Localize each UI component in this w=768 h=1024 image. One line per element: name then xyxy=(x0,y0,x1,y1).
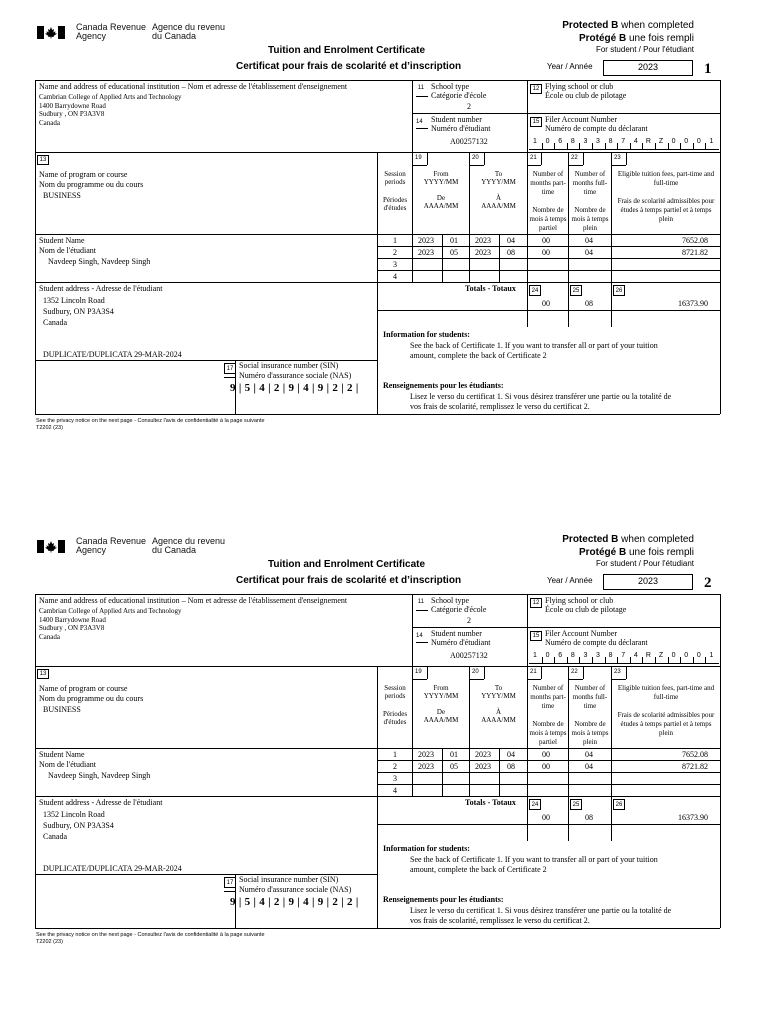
row-to-year: 2023 xyxy=(475,236,491,245)
filer-digit: 7 xyxy=(621,138,626,145)
info-fr-text xyxy=(410,906,671,926)
info-en-line1: See the back of Certificate 1. If you want to transfer all or part of your tuition xyxy=(410,341,658,350)
box-17-number: 17 xyxy=(224,363,236,374)
student-name-fr: Nom de l'étudiant xyxy=(39,759,96,769)
row-number: 2 xyxy=(393,762,397,771)
year-value: 2023 xyxy=(637,576,659,586)
col-23-fr: Frais de scolarité admissibles pour études à temps partiel et à temps plein xyxy=(617,711,715,737)
protected-fr xyxy=(579,547,694,558)
box-12-number: 12 xyxy=(530,598,542,608)
row-from-year: 2023 xyxy=(418,236,434,245)
school-type-en: School type xyxy=(431,596,469,605)
filer-digit: 3 xyxy=(596,652,600,659)
for-student: For student / Pour l'étudiant xyxy=(595,559,694,568)
session-header xyxy=(378,170,412,212)
col-20-format-fr: AAAA/MM xyxy=(481,202,516,210)
col-20-number: 20 xyxy=(472,155,479,161)
agency-fr-line1: Agence du revenu xyxy=(152,536,226,546)
student-name-value: Navdeep Singh, Navdeep Singh xyxy=(48,257,151,266)
address-street: 1352 Lincoln Road xyxy=(43,810,105,819)
privacy-notice: See the privacy notice on the next page - Consultez l'avis de confidentialité à la page suivante xyxy=(36,418,265,424)
col-20-a: À xyxy=(495,708,502,716)
col-21-header xyxy=(528,684,568,747)
box-14-number: 14 xyxy=(416,633,423,639)
year-field xyxy=(603,60,693,76)
col-19-header xyxy=(413,170,469,210)
institution-label: Name and address of educational institution – Nom et adresse de l'établissement d'enseignement xyxy=(39,82,348,91)
agency-name-fr xyxy=(152,537,225,555)
institution-street: 1400 Barrydowne Road xyxy=(39,101,106,110)
agency-fr-line1: Agence du revenu xyxy=(152,22,226,32)
flying-school-en: Flying school or club xyxy=(545,82,614,91)
col-23-fr: Frais de scolarité admissibles pour études à temps partiel et à temps plein xyxy=(617,197,715,223)
row-from-year: 2023 xyxy=(418,762,434,771)
col-22-number: 22 xyxy=(571,669,578,675)
row-full-time: 04 xyxy=(585,248,593,257)
row-from-month: 05 xyxy=(450,762,458,771)
col-23-number: 23 xyxy=(614,155,621,161)
filer-digit: 3 xyxy=(583,138,588,145)
col-23-number: 23 xyxy=(614,669,621,675)
certificate-copy-2 xyxy=(0,514,768,1014)
protected-fois: une fois rempli xyxy=(626,547,694,558)
student-name-value: Navdeep Singh, Navdeep Singh xyxy=(48,771,151,780)
filer-digit: 1 xyxy=(533,652,537,659)
info-fr-heading: Renseignements pour les étudiants: xyxy=(383,895,504,904)
info-en-heading: Information for students: xyxy=(383,844,470,853)
agency-en-line2: Agency xyxy=(76,31,107,41)
student-name-en: Student Name xyxy=(39,236,85,245)
box-11-number: 11 xyxy=(417,85,425,91)
sin-label-en: Social insurance number (SIN) xyxy=(239,361,339,370)
info-en-line2: amount, complete the back of Certificate 2 xyxy=(410,865,547,874)
row-to-year: 2023 xyxy=(475,762,491,771)
row-part-time: 00 xyxy=(542,248,550,257)
row-number: 1 xyxy=(393,750,397,759)
box-25-number: 25 xyxy=(570,285,582,296)
filer-digit: 4 xyxy=(633,138,638,145)
col-21-fr: Nombre de mois à temps partiel xyxy=(529,720,567,746)
title-fr: Certificat pour frais de scolarité et d’inscription xyxy=(236,575,462,586)
box-11-number: 11 xyxy=(417,599,425,605)
agency-name-en xyxy=(76,23,146,41)
info-fr-line1: Lisez le verso du certificat 1. Si vous désirez transférer une partie ou la totalité de xyxy=(410,392,672,401)
row-number: 3 xyxy=(393,774,397,783)
col-22-number: 22 xyxy=(571,155,578,161)
box-14-label xyxy=(431,629,490,647)
session-fr: Périodes d'études xyxy=(382,196,408,212)
box-24-number: 24 xyxy=(529,285,541,296)
agency-fr-line2: du Canada xyxy=(152,31,197,41)
box-13-number: 13 xyxy=(37,669,49,679)
session-fr: Périodes d'études xyxy=(382,710,408,726)
row-part-time: 00 xyxy=(542,236,550,245)
filer-digit: 0 xyxy=(696,652,701,659)
info-en-line1: See the back of Certificate 1. If you want to transfer all or part of your tuition xyxy=(410,855,658,864)
filer-digit: 0 xyxy=(671,138,676,145)
canada-flag-icon xyxy=(37,26,65,39)
address-country: Canada xyxy=(43,318,67,327)
filer-account-en: Filer Account Number xyxy=(545,629,617,638)
filer-digit: 0 xyxy=(684,652,689,659)
form-number: T2202 (23) xyxy=(36,939,63,945)
student-number-value: A00257132 xyxy=(450,137,488,146)
row-number: 1 xyxy=(393,236,397,245)
program-value: BUSINESS xyxy=(43,705,81,714)
col-19-format-fr: AAAA/MM xyxy=(423,202,459,210)
box-11-label xyxy=(431,596,486,614)
certificate-number: 1 xyxy=(704,61,712,77)
col-19-format: YYYY/MM xyxy=(423,692,459,700)
filer-digit: 8 xyxy=(608,652,613,659)
col-22-header xyxy=(569,684,611,747)
col-21-number: 21 xyxy=(530,669,537,675)
filer-digit: 8 xyxy=(570,138,575,145)
info-fr-line2: vos frais de scolarité, remplissez le verso du certificat 2. xyxy=(410,402,590,411)
program-value: BUSINESS xyxy=(43,191,81,200)
info-en-heading: Information for students: xyxy=(383,330,470,339)
protected-when: when completed xyxy=(618,20,694,31)
filer-digit: 8 xyxy=(570,652,575,659)
session-header xyxy=(378,684,412,726)
agency-fr-line2: du Canada xyxy=(152,545,197,555)
info-en-text xyxy=(410,341,658,361)
school-type-fr: Catégorie d'école xyxy=(431,91,487,100)
student-name-label xyxy=(39,236,96,255)
col-20-format: YYYY/MM xyxy=(481,178,516,186)
institution-country: Canada xyxy=(39,632,60,641)
total-part-time: 00 xyxy=(542,813,550,822)
col-22-en: Number of months full-time xyxy=(572,684,608,710)
info-fr-line2: vos frais de scolarité, remplissez le verso du certificat 2. xyxy=(410,916,590,925)
row-to-month: 08 xyxy=(507,248,515,257)
filer-digit: Z xyxy=(658,652,664,659)
sin-label-fr: Numéro d'assurance sociale (NAS) xyxy=(239,884,352,894)
box-12-number: 12 xyxy=(530,84,542,94)
col-19-de: De xyxy=(436,194,446,202)
school-type-value: 2 xyxy=(467,616,471,625)
row-to-month: 04 xyxy=(507,750,515,759)
col-23-en: Eligible tuition fees, part-time and full-time xyxy=(617,170,715,187)
col-20-header xyxy=(470,684,527,724)
program-label-en: Name of program or course xyxy=(39,170,128,179)
col-21-number: 21 xyxy=(530,155,537,161)
address-street: 1352 Lincoln Road xyxy=(43,296,105,305)
col-22-en: Number of months full-time xyxy=(572,170,608,196)
info-en-text xyxy=(410,855,658,875)
agency-name-fr xyxy=(152,23,225,41)
school-type-value: 2 xyxy=(467,102,471,111)
row-to-month: 08 xyxy=(507,762,515,771)
col-19-header xyxy=(413,684,469,724)
box-15-label xyxy=(545,115,648,133)
institution-name: Cambrian College of Applied Arts and Technology xyxy=(39,607,182,615)
filer-digit: 0 xyxy=(545,652,550,659)
col-21-fr: Nombre de mois à temps partiel xyxy=(529,206,567,232)
col-19-from: From xyxy=(433,170,449,178)
protected-b-fr: Protégé B xyxy=(578,33,627,44)
program-label-fr: Nom du programme ou du cours xyxy=(39,179,144,189)
institution-city: Sudbury , ON P3A3V8 xyxy=(39,624,105,632)
institution-street: 1400 Barrydowne Road xyxy=(39,615,106,624)
protected-fois: une fois rempli xyxy=(626,33,694,44)
col-22-fr: Nombre de mois à temps plein xyxy=(571,720,609,746)
student-name-en: Student Name xyxy=(39,750,85,759)
institution-country: Canada xyxy=(39,118,60,127)
student-name-fr: Nom de l'étudiant xyxy=(39,245,96,255)
filer-digit: 4 xyxy=(633,652,638,659)
row-part-time: 00 xyxy=(542,762,550,771)
col-21-en: Number of months part-time xyxy=(530,684,566,710)
col-19-number: 19 xyxy=(415,669,422,675)
filer-digit: 0 xyxy=(545,138,550,145)
total-fees: 16373.90 xyxy=(678,813,708,822)
sin-label-en: Social insurance number (SIN) xyxy=(239,875,339,884)
col-19-format: YYYY/MM xyxy=(423,178,459,186)
duplicate-stamp: DUPLICATE/DUPLICATA 29-MAR-2024 xyxy=(43,350,182,359)
row-to-month: 04 xyxy=(507,236,515,245)
student-number-value: A00257132 xyxy=(450,651,488,660)
flying-school-en: Flying school or club xyxy=(545,596,614,605)
info-fr-text xyxy=(410,392,671,412)
row-number: 4 xyxy=(393,786,397,795)
title-fr: Certificat pour frais de scolarité et d’inscription xyxy=(236,61,462,72)
year-label: Year / Année xyxy=(547,62,593,71)
filer-digit: 1 xyxy=(709,138,714,145)
col-21-header xyxy=(528,170,568,233)
filer-account-en: Filer Account Number xyxy=(545,115,617,124)
col-20-to: To xyxy=(494,170,503,178)
col-22-header xyxy=(569,170,611,233)
box-15-number: 15 xyxy=(530,631,542,641)
row-full-time: 04 xyxy=(585,236,593,245)
student-number-fr: Numéro d'étudiant xyxy=(431,638,491,647)
col-20-header xyxy=(470,170,527,210)
row-fee: 7652.08 xyxy=(682,750,708,759)
institution-city: Sudbury , ON P3A3V8 xyxy=(39,110,105,118)
address-country: Canada xyxy=(43,832,67,841)
canada-flag-icon xyxy=(37,540,65,553)
year-field xyxy=(603,574,693,590)
row-to-year: 2023 xyxy=(475,750,491,759)
agency-en-line1: Canada Revenue xyxy=(76,22,147,32)
address-value xyxy=(43,809,114,842)
protected-fr xyxy=(579,33,694,44)
info-fr-heading: Renseignements pour les étudiants: xyxy=(383,381,504,390)
title-en: Tuition and Enrolment Certificate xyxy=(268,45,426,56)
agency-en-line2: Agency xyxy=(76,545,107,555)
filer-account-fr: Numéro de compte du déclarant xyxy=(545,124,648,133)
certificate-copy-1 xyxy=(0,0,768,500)
program-label-en: Name of program or course xyxy=(39,684,128,693)
col-23-header xyxy=(616,170,716,224)
col-19-format-fr: AAAA/MM xyxy=(423,716,459,724)
filer-digit: 7 xyxy=(621,652,626,659)
info-en-line2: amount, complete the back of Certificate 2 xyxy=(410,351,547,360)
box-24-number: 24 xyxy=(529,799,541,810)
filer-digit: 3 xyxy=(596,138,600,145)
box-25-number: 25 xyxy=(570,799,582,810)
filer-digit: R xyxy=(645,652,651,659)
box-15-label xyxy=(545,629,648,647)
row-part-time: 00 xyxy=(542,750,550,759)
protected-en xyxy=(562,20,694,31)
agency-name-en xyxy=(76,537,146,555)
program-label xyxy=(39,684,143,703)
row-fee: 8721.82 xyxy=(682,762,708,771)
total-fees: 16373.90 xyxy=(678,299,708,308)
protected-b-en: Protected B xyxy=(562,534,619,545)
filer-digit: 1 xyxy=(709,652,714,659)
box-13-number: 13 xyxy=(37,155,49,165)
sin-value: 9 | 5 | 4 | 2 | 9 | 4 | 9 | 2 | 2 | xyxy=(230,382,359,394)
row-number: 2 xyxy=(393,248,397,257)
student-name-label xyxy=(39,750,96,769)
form-number: T2202 (23) xyxy=(36,425,63,431)
year-label: Year / Année xyxy=(547,576,593,585)
sin-label xyxy=(239,361,351,380)
filer-account-digits xyxy=(529,648,719,664)
row-number: 4 xyxy=(393,272,397,281)
filer-digit: 3 xyxy=(583,652,588,659)
institution-address xyxy=(39,93,181,127)
box-17-number: 17 xyxy=(224,877,236,888)
box-15-number: 15 xyxy=(530,117,542,127)
col-19-number: 19 xyxy=(415,155,422,161)
row-fee: 8721.82 xyxy=(682,248,708,257)
row-number: 3 xyxy=(393,260,397,269)
session-en: Session periods xyxy=(384,684,406,700)
row-fee: 7652.08 xyxy=(682,236,708,245)
box-26-number: 26 xyxy=(613,799,625,810)
row-from-year: 2023 xyxy=(418,248,434,257)
address-city: Sudbury, ON P3A3S4 xyxy=(43,821,114,830)
for-student: For student / Pour l'étudiant xyxy=(595,45,694,54)
total-part-time: 00 xyxy=(542,299,550,308)
info-fr-line1: Lisez le verso du certificat 1. Si vous désirez transférer une partie ou la totalité de xyxy=(410,906,672,915)
flying-school-fr: École ou club de pilotage xyxy=(545,605,627,614)
institution-address xyxy=(39,607,181,641)
row-full-time: 04 xyxy=(585,762,593,771)
row-full-time: 04 xyxy=(585,750,593,759)
protected-b-en: Protected B xyxy=(562,20,619,31)
session-en: Session periods xyxy=(384,170,406,186)
row-from-month: 01 xyxy=(450,750,458,759)
col-19-from: From xyxy=(433,684,449,692)
sin-label-fr: Numéro d'assurance sociale (NAS) xyxy=(239,370,352,380)
sin-value: 9 | 5 | 4 | 2 | 9 | 4 | 9 | 2 | 2 | xyxy=(230,896,359,908)
protected-b-fr: Protégé B xyxy=(578,547,627,558)
col-20-format-fr: AAAA/MM xyxy=(481,716,516,724)
col-23-en: Eligible tuition fees, part-time and full-time xyxy=(617,684,715,701)
total-full-time: 08 xyxy=(585,813,593,822)
box-26-number: 26 xyxy=(613,285,625,296)
box-12-label xyxy=(545,596,626,614)
filer-digit: R xyxy=(645,138,651,145)
col-20-format: YYYY/MM xyxy=(481,692,516,700)
institution-label: Name and address of educational institution – Nom et adresse de l'établissement d'enseignement xyxy=(39,596,348,605)
col-20-a: À xyxy=(495,194,502,202)
row-to-year: 2023 xyxy=(475,248,491,257)
program-label xyxy=(39,170,143,189)
filer-account-digits xyxy=(529,134,719,150)
school-type-en: School type xyxy=(431,82,469,91)
filer-digit: 8 xyxy=(608,138,613,145)
address-value xyxy=(43,295,114,328)
student-number-en: Student number xyxy=(431,115,482,124)
col-22-fr: Nombre de mois à temps plein xyxy=(571,206,609,232)
col-20-number: 20 xyxy=(472,669,479,675)
title-en: Tuition and Enrolment Certificate xyxy=(268,559,426,570)
box-14-label xyxy=(431,115,490,133)
protected-en xyxy=(562,534,694,545)
filer-digit: 1 xyxy=(533,138,537,145)
student-number-en: Student number xyxy=(431,629,482,638)
box-11-label xyxy=(431,82,486,100)
totals-label: Totals - Totaux xyxy=(465,284,516,293)
program-label-fr: Nom du programme ou du cours xyxy=(39,693,144,703)
col-21-en: Number of months part-time xyxy=(530,170,566,196)
col-23-header xyxy=(616,684,716,738)
student-number-fr: Numéro d'étudiant xyxy=(431,124,491,133)
filer-digit: Z xyxy=(658,138,664,145)
agency-en-line1: Canada Revenue xyxy=(76,536,147,546)
filer-digit: 0 xyxy=(671,652,676,659)
filer-digit: 0 xyxy=(696,138,701,145)
privacy-notice: See the privacy notice on the next page - Consultez l'avis de confidentialité à la page suivante xyxy=(36,932,265,938)
filer-digit: 6 xyxy=(558,138,563,145)
box-12-label xyxy=(545,82,626,100)
year-value: 2023 xyxy=(637,62,659,72)
flying-school-fr: École ou club de pilotage xyxy=(545,91,627,100)
row-from-month: 05 xyxy=(450,248,458,257)
filer-account-fr: Numéro de compte du déclarant xyxy=(545,638,648,647)
total-full-time: 08 xyxy=(585,299,593,308)
protected-when: when completed xyxy=(618,534,694,545)
school-type-fr: Catégorie d'école xyxy=(431,605,487,614)
address-city: Sudbury, ON P3A3S4 xyxy=(43,307,114,316)
address-label: Student address - Adresse de l'étudiant xyxy=(39,798,163,807)
institution-name: Cambrian College of Applied Arts and Technology xyxy=(39,93,182,101)
duplicate-stamp: DUPLICATE/DUPLICATA 29-MAR-2024 xyxy=(43,864,182,873)
col-19-de: De xyxy=(436,708,446,716)
filer-digit: 6 xyxy=(558,652,563,659)
col-20-to: To xyxy=(494,684,503,692)
row-from-year: 2023 xyxy=(418,750,434,759)
certificate-number: 2 xyxy=(704,575,712,591)
sin-label xyxy=(239,875,351,894)
filer-digit: 0 xyxy=(684,138,689,145)
row-from-month: 01 xyxy=(450,236,458,245)
box-14-number: 14 xyxy=(416,119,423,125)
address-label: Student address - Adresse de l'étudiant xyxy=(39,284,163,293)
totals-label: Totals - Totaux xyxy=(465,798,516,807)
